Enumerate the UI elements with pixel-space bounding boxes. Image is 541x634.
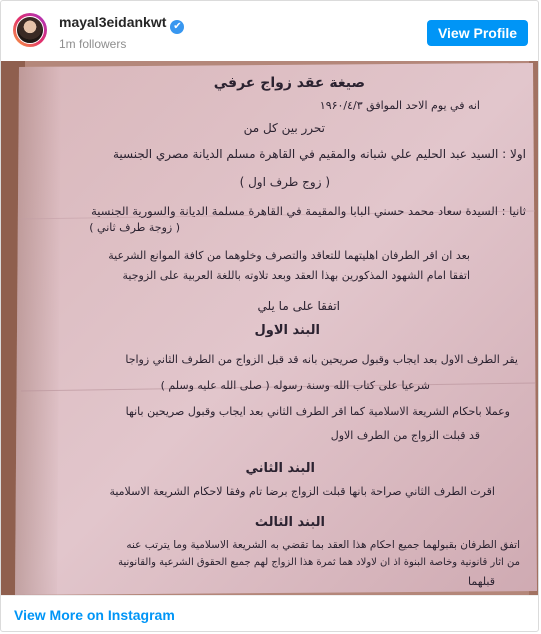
post-header <box>1 1 538 61</box>
follower-count: 1m followers <box>59 37 127 51</box>
document-line: قد قبلت الزواج من الطرف الاول <box>330 429 480 442</box>
view-profile-button[interactable]: View Profile <box>427 20 528 46</box>
view-more-link[interactable]: View More on Instagram <box>14 607 175 623</box>
document-line: من اثار قانونية وخاصة البنوة اذ ان لاولاد هما ثمرة هذا الزواج لهم جميع الحقوق الشرعية والقانونية <box>118 557 520 568</box>
document-line: اولا : السيد عبد الحليم علي شبانه والمقيم في القاهرة مسلم الديانة مصري الجنسية <box>112 147 526 161</box>
profile-avatar[interactable] <box>13 13 47 47</box>
document-line: ( زوج طرف اول ) <box>239 175 330 189</box>
document-line: بعد ان اقر الطرفان اهليتهما للتعاقد والتصرف وخلوهما من كافة الموانع الشرعية <box>108 249 470 262</box>
document-line: يقر الطرف الاول بعد ايجاب وقبول صريحين بانه قد قبل الزواج من الطرف الثاني زواجا <box>125 353 518 366</box>
document-line: انه في يوم الاحد الموافق ۱۹۶۰/٤/٣ <box>319 99 480 112</box>
document-line: اتفقا امام الشهود المذكورين بهذا العقد وبعد تلاوته باللغة العربية على الزوجية <box>122 269 470 282</box>
document-line: اتفق الطرفان بقبولهما جميع احكام هذا العقد بما تقضي به الشريعة الاسلامية وما يترتب عنه <box>126 539 520 551</box>
document-line: قبلهما <box>467 575 495 588</box>
document-line: اقرت الطرف الثاني صراحة بانها قبلت الزواج برضا تام وفقا لاحكام الشريعة الاسلامية <box>109 485 495 498</box>
document-line: ( زوجة طرف ثاني ) <box>89 221 180 234</box>
document-line: شرعيا على كتاب الله وسنة رسوله ( صلى الله عليه وسلم ) <box>160 379 430 392</box>
user-info <box>59 14 184 51</box>
document-line: ثانيا : السيدة سعاد محمد حسني البابا والمقيمة في القاهرة مسلمة الديانة والسورية الجنسية <box>91 204 526 218</box>
document-title: صيغة عقد زواج عرفي <box>213 75 365 91</box>
avatar-photo <box>16 16 44 44</box>
document-line: وعملا باحكام الشريعة الاسلامية كما اقر الطرف الثاني بعد ايجاب وقبول صريحين بانها <box>125 405 510 418</box>
post-footer <box>1 595 538 632</box>
section-heading: البند الاول <box>254 323 320 338</box>
document-line: تحرر بين كل من <box>243 121 325 135</box>
section-heading: البند الثاني <box>245 461 315 476</box>
document-line: اتفقا على ما يلي <box>257 299 340 313</box>
post-image[interactable] <box>1 61 539 595</box>
username-link[interactable]: mayal3eidankwt <box>59 14 167 30</box>
section-heading: البند الثالث <box>254 515 325 530</box>
verified-badge-icon: ✔ <box>170 20 184 34</box>
